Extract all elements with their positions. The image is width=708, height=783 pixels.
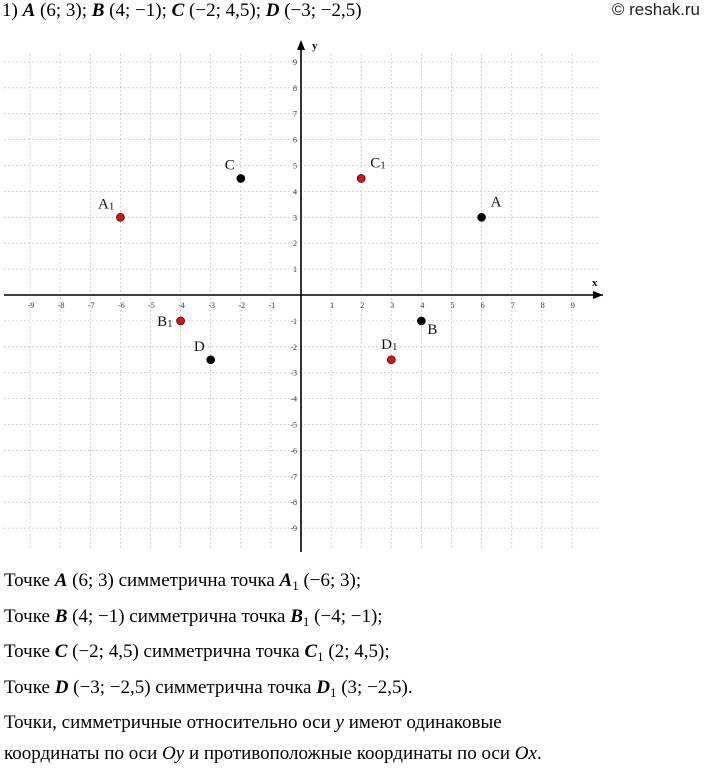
y-tick-label: -7	[290, 472, 297, 482]
x-tick-label: -9	[27, 301, 35, 310]
solution-line-c: Точке C (−2; 4,5) симметрична точка $C_1$ (2; 4,5);	[4, 641, 390, 664]
x-tick-label: 8	[540, 301, 545, 310]
header-point-c: C (−2; 4,5);	[171, 0, 261, 21]
points	[98, 155, 502, 363]
y-tick-label: 9	[293, 57, 297, 67]
x-tick-label: 7	[510, 301, 515, 310]
point-label-c: C	[224, 157, 235, 174]
task-header	[2, 0, 362, 22]
solution-line-b: Точке B (4; −1) симметрична точка $B_1$ (−4; −1);	[4, 605, 383, 629]
point-label-c1: C1	[370, 155, 386, 172]
x-tick-label: 6	[480, 301, 485, 310]
x-tick-label: 1	[330, 301, 335, 310]
x-tick-label: -7	[87, 301, 95, 310]
point-label-a1: A1	[98, 196, 115, 213]
y-tick-label: -1	[290, 316, 297, 326]
watermark: © reshak.ru	[611, 0, 700, 19]
point-label-d1: D1	[381, 336, 398, 353]
solution-text	[4, 566, 542, 769]
y-tick-label: 6	[293, 135, 297, 145]
point-label-d: D	[193, 338, 205, 355]
point-d	[207, 356, 215, 364]
point-label-b1: B1	[157, 313, 173, 330]
y-tick-label: 8	[293, 83, 297, 93]
x-tick-label: 9	[570, 301, 575, 310]
point-a1	[116, 213, 124, 221]
header-point-a: A (6; 3);	[22, 0, 87, 21]
y-tick-label: -8	[290, 498, 297, 508]
x-tick-label: -1	[268, 301, 276, 310]
y-tick-label: -2	[290, 342, 297, 352]
x-tick-label: -6	[118, 301, 125, 310]
conclusion-line-1: Точки, симметричные относительно оси y имеют одинаковые	[4, 712, 502, 733]
conclusion-line-2: координаты по оси Oy и противоположные координаты по оси Ox.	[4, 742, 542, 764]
y-tick-label: -9	[290, 524, 297, 534]
x-tick-label: 3	[390, 301, 395, 310]
point-b	[417, 317, 425, 325]
point-c1	[357, 174, 365, 182]
y-tick-label: -4	[290, 394, 297, 404]
x-axis-label: x	[592, 277, 598, 289]
x-tick-label: -2	[238, 301, 246, 310]
point-c	[237, 174, 245, 182]
coordinate-plane	[0, 32, 708, 556]
y-tick-label: -5	[290, 420, 297, 430]
x-tick-label: 5	[450, 301, 455, 310]
x-tick-label: 2	[360, 301, 365, 310]
point-label-a: A	[490, 194, 502, 211]
y-tick-label: -6	[290, 446, 297, 456]
x-tick-label: -4	[178, 301, 185, 310]
axes	[4, 40, 603, 552]
x-tick-label: -8	[57, 301, 65, 310]
y-tick-label: 1	[293, 265, 297, 275]
x-tick-label: -3	[208, 301, 216, 310]
header-point-d: D (−3; −2,5)	[265, 0, 362, 21]
y-tick-label: 5	[293, 161, 297, 171]
x-tick-label: -5	[148, 301, 155, 310]
x-tick-label: 4	[420, 301, 425, 310]
x-axis-arrow	[593, 291, 603, 299]
y-tick-label: -3	[290, 368, 297, 378]
solution-line-d: Точке D (−3; −2,5) симметрична точка $D_1$ (3; −2,5).	[4, 676, 413, 700]
point-d1	[387, 356, 395, 364]
y-tick-label: 4	[293, 187, 297, 197]
header-point-b: B (4; −1);	[91, 0, 167, 21]
point-b1	[177, 317, 185, 325]
y-tick-label: 7	[293, 109, 297, 119]
y-tick-label: 2	[293, 239, 297, 249]
solution-line-a: Точке A (6; 3) симметрична точка $A_1$ (−6; 3);	[4, 570, 362, 593]
y-axis-label: y	[312, 40, 318, 52]
y-axis-arrow	[297, 40, 305, 50]
point-label-b: B	[427, 321, 438, 338]
y-tick-label: 3	[293, 213, 297, 223]
point-a	[478, 213, 486, 221]
task-number: 1)	[2, 0, 18, 21]
